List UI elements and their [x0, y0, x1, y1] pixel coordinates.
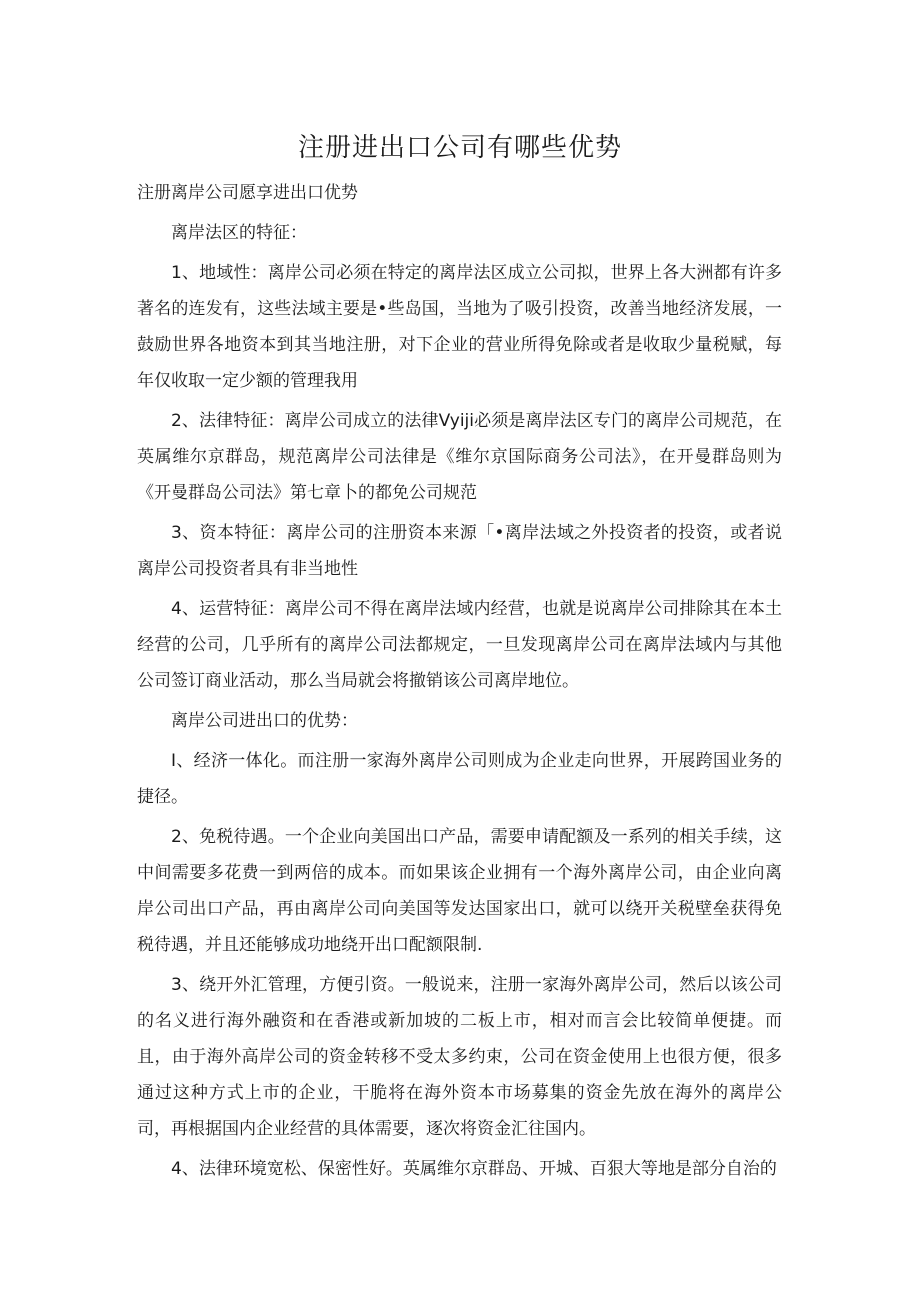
document-subtitle: 注册离岸公司愿享进出口优势 [137, 183, 358, 203]
paragraph-operation: 4、运营特征：离岸公司不得在离岸法域内经营，也就是说离岸公司排除其在本土经营的公司，几乎所有的离岸公司法都规定，一旦发现离岸公司在离岸法域内与其他公司签订商业活动，那么当局就会将撤销该公司离岸地位。 [137, 599, 782, 691]
document-title: 注册进出口公司有哪些优势 [297, 133, 622, 163]
paragraph-legal: 2、法律特征：离岸公司成立的法律Vyiji必须是离岸法区专门的离岸公司规范，在英属维尔京群岛，规范离岸公司法律是《维尔京国际商务公司法》，在开曼群岛则为《开曼群岛公司法》第七章卜的都免公司规范 [137, 411, 782, 503]
paragraph-regional: 1、地域性：离岸公司必须在特定的离岸法区成立公司拟，世界上各大洲都有许多著名的连发有，这些法域主要是•些岛国，当地为了吸引投资，改善当地经济发展，一鼓励世界各地资本到其当地注册，对下企业的营业所得免除或者是收取少量税赋，每年仅收取一定少额的管理我用 [137, 263, 782, 391]
paragraph-forex-management: 3、绕开外汇管理，方便引资。一般说来，注册一家海外离岸公司，然后以该公司的名义进行海外融资和在香港或新加坡的二板上市，相对而言会比较简单便捷。而且，由于海外高岸公司的资金转移不受太多约束，公司在资金使用上也很方便，很多通过这种方式上市的企业，干脆将在海外资本市场募集的资金先放在海外的离岸公司，再根据国内企业经营的具体需要，逐次将资金汇往国内。 [137, 975, 782, 1139]
paragraph-legal-environment: 4、法律环境宽松、保密性好。英属维尔京群岛、开城、百狠大等地是部分自治的 [171, 1159, 777, 1179]
paragraph-advantages-heading: 离岸公司进出口的优势： [171, 711, 358, 731]
paragraph-tax-exemption: 2、免税待遇。一个企业向美国出口产品，需要申请配额及一系列的相关手续，这中间需要多花费一到两倍的成本。而如果该企业拥有一个海外离岸公司，由企业向离岸公司出口产品，再由离岸公司向美国等发达国家出口，就可以绕开关税壁垒获得免税待遇，并且还能够成功地绕开出口配额限制. [137, 827, 782, 955]
paragraph-economic-integration: I、经济一体化。而注册一家海外离岸公司则成为企业走向世界，开展跨国业务的捷径。 [137, 751, 782, 807]
document-body [137, 175, 782, 1187]
paragraph-offshore-features-heading: 离岸法区的特征： [171, 223, 307, 243]
paragraph-capital: 3、资本特征：离岸公司的注册资本来源「•离岸法域之外投资者的投资，或者说离岸公司投资者具有非当地性 [137, 523, 782, 579]
